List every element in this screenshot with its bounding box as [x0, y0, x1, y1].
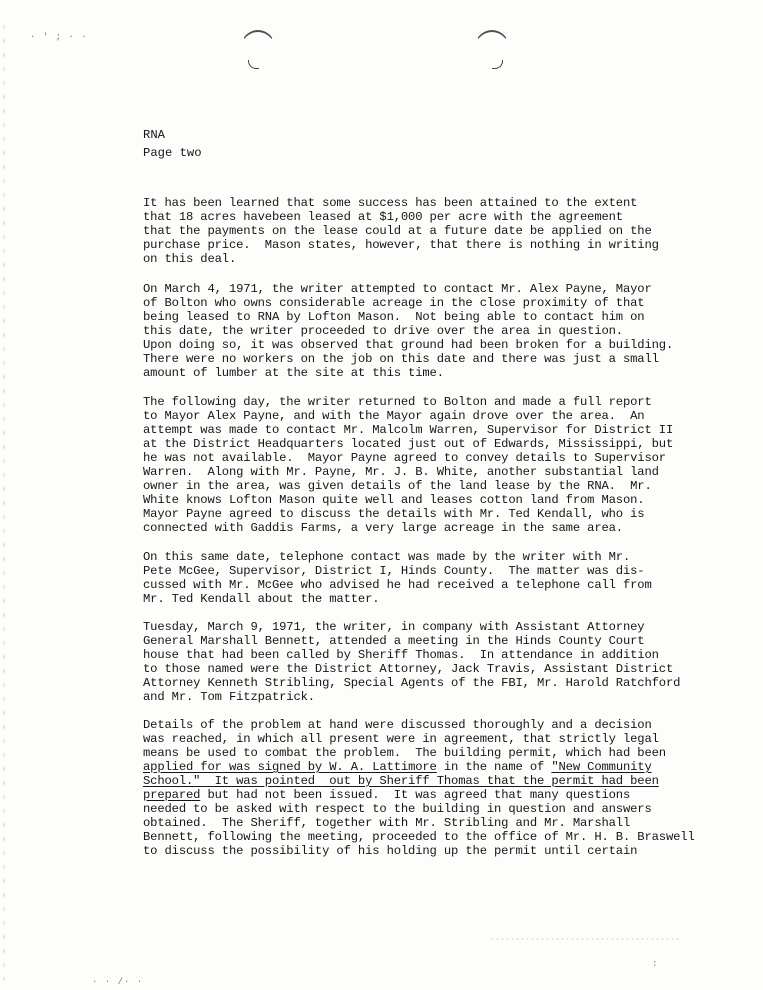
scan-edge-noise [2, 20, 6, 980]
text-line: this date, the writer proceeded to drive over the area in question. [143, 324, 623, 338]
text-line: house that had been called by Sheriff Thomas. In attendance in addition [143, 648, 659, 662]
text-line: There were no workers on the job on this date and there was just a small [143, 352, 659, 366]
text-fragment: in the name of [436, 760, 552, 774]
text-line-with-underline [143, 760, 723, 774]
paragraph-6 [143, 718, 723, 858]
text-line: that 18 acres havebeen leased at $1,000 per acre with the agreement [143, 210, 623, 224]
underlined-text: prepared [143, 788, 201, 802]
hole-punch-right-mark [492, 60, 503, 69]
text-line: Warren. Along with Mr. Payne, Mr. J. B. White, another substantial land [143, 465, 659, 479]
underlined-school-name: "New Community [551, 760, 652, 774]
paragraph-1 [143, 196, 723, 266]
text-line-with-underline [143, 774, 723, 788]
text-line: Mayor Payne agreed to discuss the details with Mr. Ted Kendall, who is [143, 507, 645, 521]
text-line: needed to be asked with respect to the building in question and answers [143, 802, 652, 816]
text-line: It has been learned that some success has been attained to the extent [143, 196, 638, 210]
text-line: purchase price. Mason states, however, that there is nothing in writing [143, 238, 659, 252]
text-line: Attorney Kenneth Stribling, Special Agents of the FBI, Mr. Harold Ratchford [143, 676, 681, 690]
header-page-number: Page two [143, 146, 202, 160]
text-line: obtained. The Sheriff, together with Mr. Stribling and Mr. Marshall [143, 816, 631, 830]
text-line: attempt was made to contact Mr. Malcolm Warren, Supervisor for District II [143, 423, 674, 437]
text-line: that the payments on the lease could at a future date be applied on the [143, 224, 652, 238]
text-line: of Bolton who owns considerable acreage in the close proximity of that [143, 296, 645, 310]
text-line: to discuss the possibility of his holding up the permit until certain [143, 844, 638, 858]
text-line: Pete McGee, Supervisor, District I, Hinds County. The matter was dis- [143, 564, 645, 578]
text-line: at the District Headquarters located just out of Edwards, Mississippi, but [143, 437, 674, 451]
page-header [143, 126, 202, 162]
text-line: was reached, in which all present were in agreement, that strictly legal [143, 732, 659, 746]
underlined-text: It was pointed out by Sheriff Thomas that the permit had been [200, 774, 659, 788]
text-fragment: but had not been issued. It was agreed that many questions [200, 788, 631, 802]
paragraph-2 [143, 282, 723, 380]
text-line: Mr. Ted Kendall about the matter. [143, 592, 380, 606]
scan-bottom-noise [490, 937, 680, 941]
text-line: On this same date, telephone contact was made by the writer with Mr. [143, 550, 631, 564]
text-line: Bennett, following the meeting, proceeded to the office of Mr. H. B. Braswell [143, 830, 695, 844]
paragraph-3 [143, 395, 723, 535]
text-line: General Marshall Bennett, attended a meeting in the Hinds County Court [143, 634, 645, 648]
text-line: Details of the problem at hand were discussed thoroughly and a decision [143, 718, 652, 732]
underlined-text: applied for was signed by [143, 760, 330, 774]
text-line: Upon doing so, it was observed that ground had been broken for a building. [143, 338, 674, 352]
text-line: owner in the area, was given details of the land lease by the RNA. Mr. [143, 479, 652, 493]
text-line-with-underline [143, 788, 723, 802]
scan-mark-bottom-left: · · /· · [92, 977, 144, 987]
text-line: connected with Gaddis Farms, a very large acreage in the same area. [143, 521, 623, 535]
text-line: On March 4, 1971, the writer attempted to contact Mr. Alex Payne, Mayor [143, 282, 652, 296]
paragraph-4 [143, 550, 723, 606]
text-line: and Mr. Tom Fitzpatrick. [143, 690, 315, 704]
text-line: Tuesday, March 9, 1971, the writer, in company with Assistant Attorney [143, 620, 645, 634]
text-line: amount of lumber at the site at this time. [143, 366, 444, 380]
text-line: to those named were the District Attorney, Jack Travis, Assistant District [143, 662, 674, 676]
text-line: White knows Lofton Mason quite well and leases cotton land from Mason. [143, 493, 645, 507]
hole-punch-left-mark [248, 60, 259, 69]
scan-mark-top-left: · ' ; · · [30, 32, 88, 42]
underlined-school-name-end: School." [143, 774, 201, 788]
underlined-signer-name: W. A. Lattimore [329, 760, 437, 774]
header-org: RNA [143, 128, 165, 142]
text-line: on this deal. [143, 252, 237, 266]
text-line: he was not available. Mayor Payne agreed to convey details to Supervisor [143, 451, 666, 465]
text-line: The following day, the writer returned to Bolton and made a full report [143, 395, 652, 409]
text-line: to Mayor Alex Payne, and with the Mayor again drove over the area. An [143, 409, 645, 423]
scan-mark-right: : [652, 959, 659, 969]
document-body [143, 196, 723, 872]
text-line: cussed with Mr. McGee who advised he had received a telephone call from [143, 578, 652, 592]
text-line: means be used to combat the problem. The building permit, which had been [143, 746, 666, 760]
text-line: being leased to RNA by Lofton Mason. Not being able to contact him on [143, 310, 645, 324]
paragraph-5 [143, 620, 723, 704]
